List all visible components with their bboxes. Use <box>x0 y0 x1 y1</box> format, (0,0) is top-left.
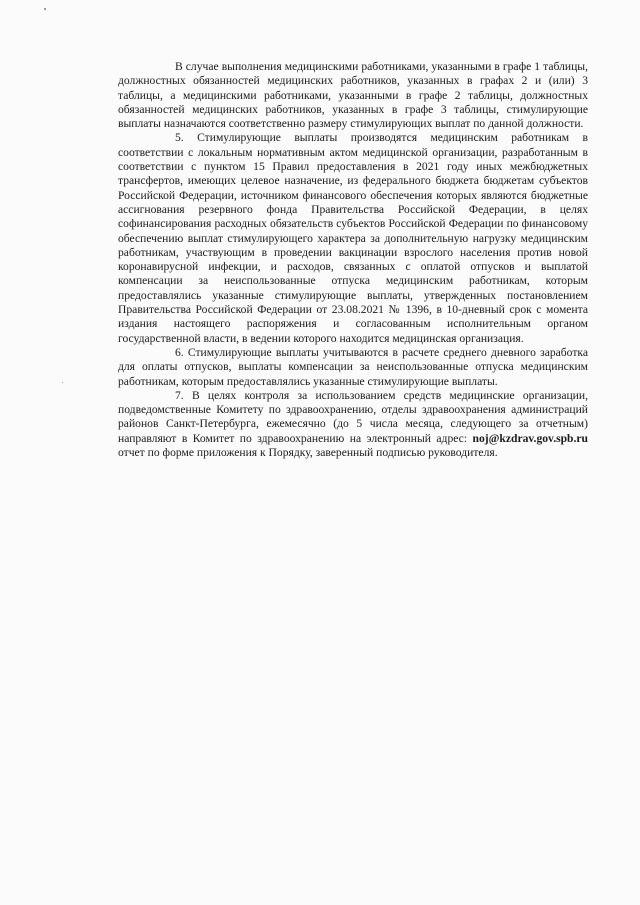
paragraph-7-text-after: отчет по форме приложения к Порядку, заверенный подписью руководителя. <box>118 446 498 460</box>
document-body <box>118 60 588 460</box>
paragraph-7 <box>118 389 588 460</box>
paragraph-7-text-before: 7. В целях контроля за использованием средств медицинские организации, подведомственные Комитету по здравоохранению, отделы здравоохранения администраций районов Санкт-Петербурга, ежемесячно (до 5 числа месяца, следующего за отчетным) направляют в Комитет по здравоохранению на электронный адрес: <box>118 388 588 445</box>
paragraph-5: 5. Стимулирующие выплаты производятся медицинским работникам в соответствии с локальным нормативным актом медицинской организации, разработанным в соответствии с пунктом 15 Правил предоставления в 2021 году иных межбюджетных трансфертов, имеющих целевое назначение, из федерального бюджета бюджетам субъектов Российской Федерации, источником финансового обеспечения которых являются бюджетные ассигнования резервного фонда Правительства Российской Федерации, в целях софинансирования расходных обязательств субъектов Российской Федерации по финансовому обеспечению выплат стимулирующего характера за дополнительную нагрузку медицинским работникам, участвующим в проведении вакцинации взрослого населения против новой коронавирусной инфекции, и расходов, связанных с оплатой отпусков и выплатой компенсации за неиспользованные отпуска медицинским работникам, которым предоставлялись указанные стимулирующие выплаты, утвержденных постановлением Правительства Российской Федерации от 23.08.2021 № 1396, в 10-дневный срок с момента издания настоящего распоряжения и согласованным исполнительным органом государственной власти, в ведении которого находится медицинская организация. <box>118 131 588 345</box>
paragraph-6: 6. Стимулирующие выплаты учитываются в расчете среднего дневного заработка для оплаты отпусков, выплаты компенсации за неиспользованные отпуска медицинским работникам, которым предоставлялись указанные стимулирующие выплаты. <box>118 345 588 388</box>
email-address: noj@kzdrav.gov.spb.ru <box>472 431 588 445</box>
scan-speck <box>62 382 63 383</box>
paragraph-intro: В случае выполнения медицинскими работниками, указанными в графе 1 таблицы, должностных обязанностей медицинских работников, указанных в графах 2 и (или) 3 таблицы, а медицинскими работниками, указанными в графе 2 таблицы, должностных обязанностей медицинских работников, указанных в графе 3 таблицы, стимулирующие выплаты назначаются соответственно размеру стимулирующих выплат по данной должности. <box>118 60 588 131</box>
scan-speck <box>44 8 46 10</box>
